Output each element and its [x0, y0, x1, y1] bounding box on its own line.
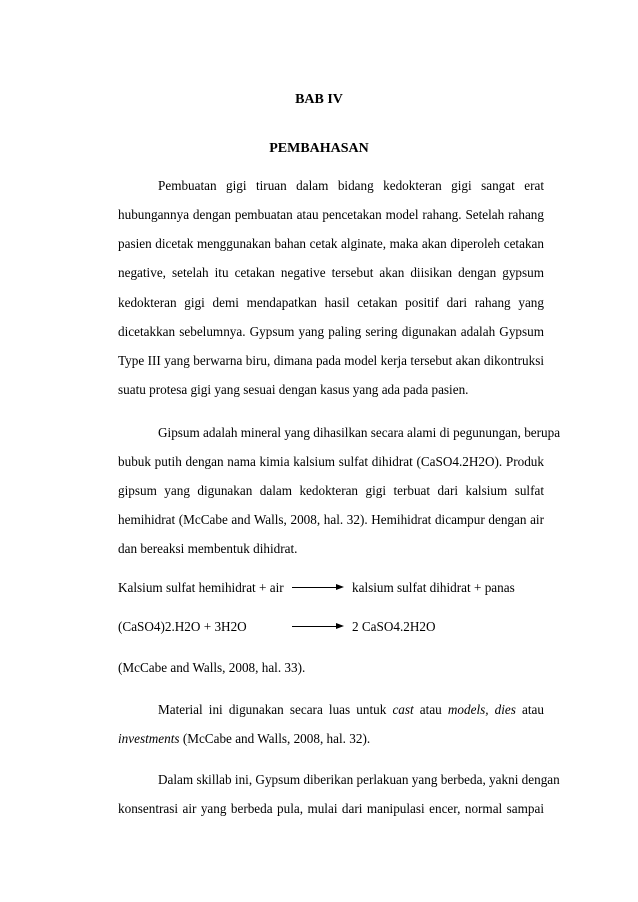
paragraph-line: Type III yang berwarna biru, dimana pada model kerja tersebut akan dikontruksi	[118, 353, 544, 368]
paragraph-line: Gipsum adalah mineral yang dihasilkan secara alami di pegunungan, berupa	[158, 425, 561, 440]
paragraph-line: Material ini digunakan secara luas untuk cast atau models, dies atau	[158, 702, 545, 717]
paragraph-line: konsentrasi air yang berbeda pula, mulai dari manipulasi encer, normal sampai	[118, 801, 544, 816]
paragraph-line: investments (McCabe and Walls, 2008, hal. 32).	[118, 731, 371, 746]
paragraph-line: negative, setelah itu cetakan negative tersebut akan diisikan dengan gypsum	[118, 265, 544, 280]
arrow-right-icon	[292, 582, 344, 594]
paragraph-line: Pembuatan gigi tiruan dalam bidang kedokteran gigi sangat erat	[158, 178, 544, 193]
chapter-heading: BAB IV	[295, 92, 343, 107]
paragraph-line: hemihidrat (McCabe and Walls, 2008, hal. 32). Hemihidrat dicampur dengan air	[118, 512, 544, 527]
paragraph-line: dan bereaksi membentuk dihidrat.	[118, 541, 298, 556]
paragraph-line: dicetakkan sebelumnya. Gypsum yang paling sering digunakan adalah Gypsum	[118, 324, 544, 339]
equation-products: 2 CaSO4.2H2O	[352, 619, 436, 634]
paragraph-line: hubungannya dengan pembuatan atau pencetakan model rahang. Setelah rahang	[118, 207, 544, 222]
section-title: PEMBAHASAN	[269, 141, 369, 156]
arrow-right-icon	[292, 621, 344, 633]
equation-products: kalsium sulfat dihidrat + panas	[352, 580, 515, 595]
equation-reactants: (CaSO4)2.H2O + 3H2O	[118, 619, 247, 634]
paragraph-line: gipsum yang digunakan dalam kedokteran gigi terbuat dari kalsium sulfat	[118, 483, 544, 498]
paragraph-line: pasien dicetak menggunakan bahan cetak alginate, maka akan diperoleh cetakan	[118, 236, 544, 251]
equation-reactants: Kalsium sulfat hemihidrat + air	[118, 580, 284, 595]
paragraph-line: suatu protesa gigi yang sesuai dengan kasus yang ada pada pasien.	[118, 382, 469, 397]
paragraph-line: bubuk putih dengan nama kimia kalsium sulfat dihidrat (CaSO4.2H2O). Produk	[118, 454, 544, 469]
paragraph-line: kedokteran gigi demi mendapatkan hasil cetakan positif dari rahang yang	[118, 295, 544, 310]
paragraph-line: Dalam skillab ini, Gypsum diberikan perlakuan yang berbeda, yakni dengan	[158, 772, 560, 787]
citation: (McCabe and Walls, 2008, hal. 33).	[118, 660, 306, 675]
